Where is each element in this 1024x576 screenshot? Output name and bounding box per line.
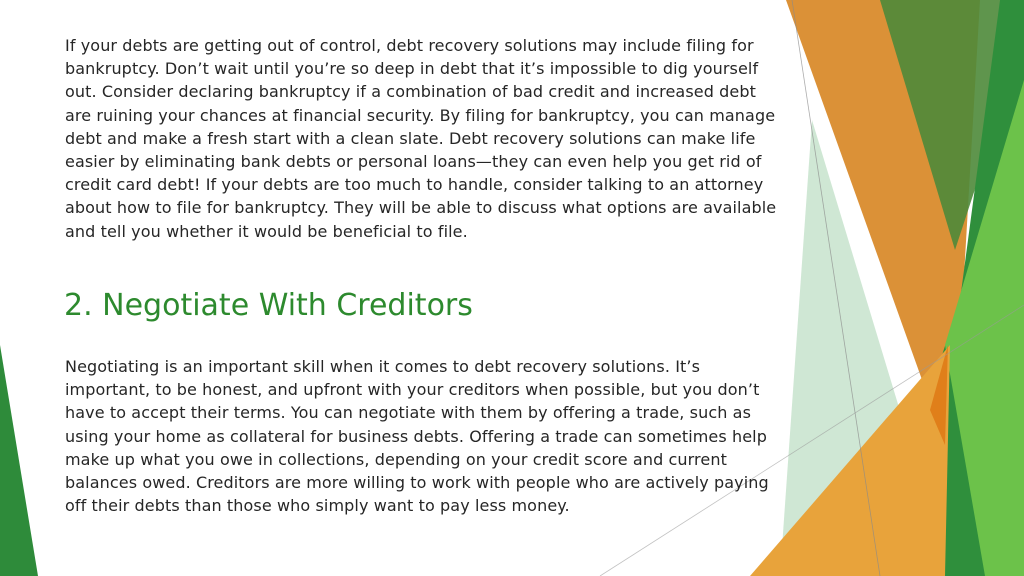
section-heading: 2. Negotiate With Creditors — [64, 288, 473, 323]
left-green-shape — [0, 345, 38, 576]
negotiate-paragraph: Negotiating is an important skill when it comes to debt recovery solutions. It’s important, to be honest, and upfront with your creditors when possible, but you don’t have to accept their terms. You can negotiate with them by offering a trade, such as using your home as collateral for business debts. Offering a trade can sometimes help make up what you owe in collections, depending on your credit score and current balances owed. Creditors are more willing to work with people who are actively paying off their debts than those who simply want to pay less money. — [65, 357, 769, 516]
intro-paragraph: If your debts are getting out of control, debt recovery solutions may include filing for bankruptcy. Don’t wait until you’re so deep in debt that it’s impossible to dig yourself out. Consider declaring bankruptcy if a combination of bad credit and increased debt are ruining your chances at financial security. By filing for bankruptcy, you can manage debt and make a fresh start with a clean slate. Debt recovery solutions can make life easier by eliminating bank debts or personal loans—they can even help you get rid of credit card debt! If your debts are too much to handle, consider talking to an attorney about how to file for bankruptcy. They will be able to discuss what options are available and tell you whether it would be beneficial to file. — [65, 36, 777, 241]
